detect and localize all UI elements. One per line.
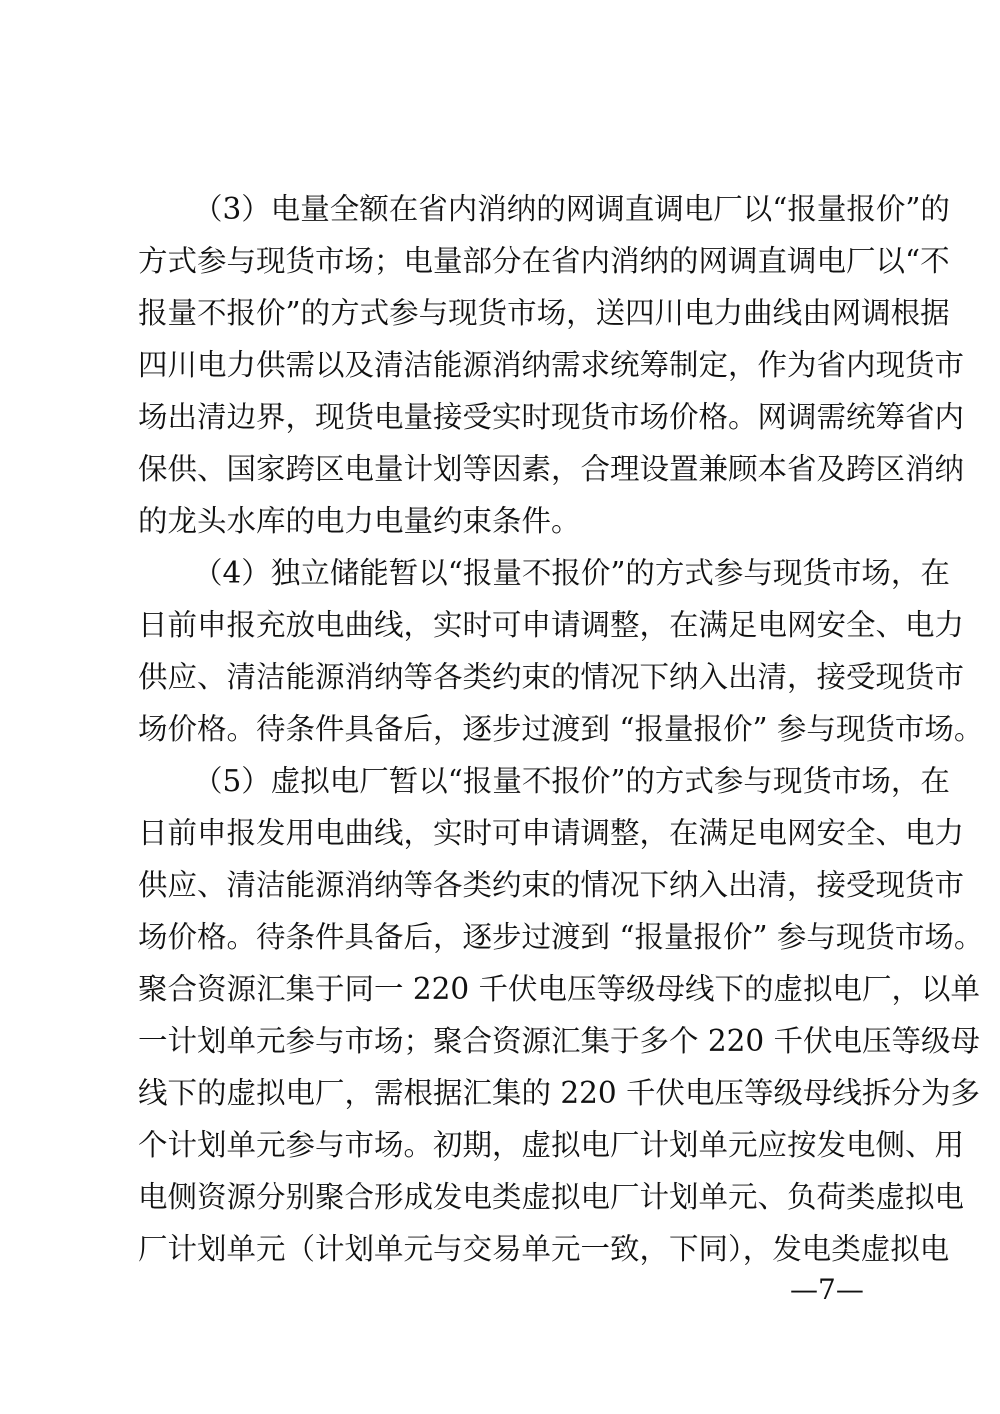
paragraph-3-line-4: 四川电力供需以及清洁能源消纳需求统筹制定，作为省内现货市: [138, 348, 965, 382]
paragraph-5-line-2: 日前申报发用电曲线，实时可申请调整，在满足电网安全、电力: [138, 816, 965, 850]
paragraph-3-line-3: 报量不报价”的方式参与现货市场，送四川电力曲线由网调根据: [138, 296, 950, 330]
paragraph-5-line-9: 电侧资源分别聚合形成发电类虚拟电厂计划单元、负荷类虚拟电: [138, 1180, 965, 1214]
paragraph-5-line-7: 线下的虚拟电厂，需根据汇集的 220 千伏电压等级母线拆分为多: [138, 1076, 981, 1110]
page-number: —7—: [790, 1273, 864, 1306]
paragraph-5-line-4: 场价格。待条件具备后，逐步过渡到 “报量报价” 参与现货市场。: [138, 920, 984, 954]
paragraph-4-line-3: 供应、清洁能源消纳等各类约束的情况下纳入出清，接受现货市: [138, 660, 965, 694]
paragraph-3-line-1: （3）电量全额在省内消纳的网调直调电厂以“报量报价”的: [193, 192, 950, 226]
paragraph-4-line-2: 日前申报充放电曲线，实时可申请调整，在满足电网安全、电力: [138, 608, 965, 642]
paragraph-5-line-8: 个计划单元参与市场。初期，虚拟电厂计划单元应按发电侧、用: [138, 1128, 965, 1162]
paragraph-4-line-1: （4）独立储能暂以“报量不报价”的方式参与现货市场，在: [193, 556, 950, 590]
paragraph-3-line-6: 保供、国家跨区电量计划等因素，合理设置兼顾本省及跨区消纳: [138, 452, 965, 486]
paragraph-3-line-5: 场出清边界，现货电量接受实时现货市场价格。网调需统筹省内: [138, 400, 965, 434]
paragraph-5-line-5: 聚合资源汇集于同一 220 千伏电压等级母线下的虚拟电厂，以单: [138, 972, 981, 1006]
paragraph-4-line-4: 场价格。待条件具备后，逐步过渡到 “报量报价” 参与现货市场。: [138, 712, 984, 746]
paragraph-3-line-7: 的龙头水库的电力电量约束条件。: [138, 504, 581, 538]
paragraph-5-line-6: 一计划单元参与市场；聚合资源汇集于多个 220 千伏电压等级母: [138, 1024, 981, 1058]
paragraph-5-line-1: （5）虚拟电厂暂以“报量不报价”的方式参与现货市场，在: [193, 764, 950, 798]
paragraph-5-line-10: 厂计划单元（计划单元与交易单元一致，下同），发电类虚拟电: [138, 1232, 950, 1266]
paragraph-5-line-3: 供应、清洁能源消纳等各类约束的情况下纳入出清，接受现货市: [138, 868, 965, 902]
paragraph-3-line-2: 方式参与现货市场；电量部分在省内消纳的网调直调电厂以“不: [138, 244, 950, 278]
